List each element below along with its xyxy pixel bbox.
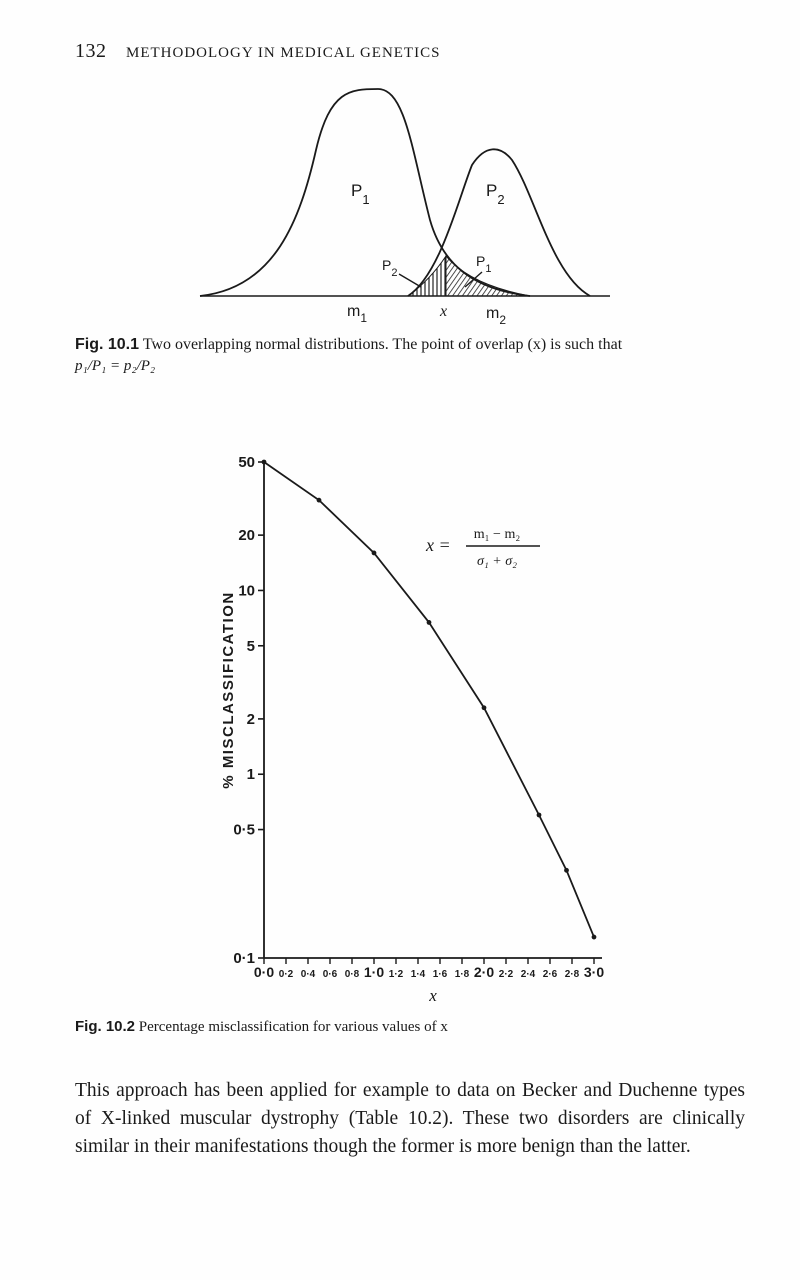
fig1-overlap-right-area <box>446 256 530 296</box>
data-point <box>317 498 322 503</box>
x-tick-label: 2·8 <box>564 969 580 980</box>
fig1-label-p1-small: $P_1$ <box>476 253 492 275</box>
y-tick-label: 50 <box>238 454 255 471</box>
y-tick-label: 5 <box>246 637 255 655</box>
chart-series <box>262 460 597 940</box>
x-tick-label: 0·8 <box>344 969 360 980</box>
y-tick-label: 0·5 <box>233 821 255 839</box>
x-tick-label: 0·6 <box>322 969 338 980</box>
y-tick-label: 1 <box>246 766 255 784</box>
figure-10-2 <box>220 454 604 1005</box>
chart-formula-annotation <box>425 527 540 569</box>
chart-y-axis-label: % MISCLASSIFICATION <box>220 591 237 789</box>
running-title: METHODOLOGY IN MEDICAL GENETICS <box>126 45 441 61</box>
data-point <box>482 705 487 710</box>
body-paragraph: This approach has been applied for example to data on Becker and Duchenne types of X-linked muscular dystrophy (Table 10.2). These two disorders are clinically similar in their manifestations though the former is more benign than the latter. <box>75 1080 745 1157</box>
data-point <box>262 460 267 465</box>
fig1-label-P1: $P_1$ <box>351 181 370 207</box>
chart-x-axis-label: x <box>429 986 437 1005</box>
fig1-label-m1: $m_1$ <box>347 303 368 325</box>
page-number: 132 <box>75 40 107 62</box>
y-tick-label: 2 <box>246 710 255 728</box>
chart-x-ticks <box>254 958 604 980</box>
formula-denominator: σ₁ + σ₂ <box>477 554 517 569</box>
fig1-label-x: x <box>440 303 448 320</box>
x-tick-label: 1·2 <box>388 969 404 980</box>
x-tick-label: 1·0 <box>363 964 385 980</box>
x-tick-label: 0·4 <box>300 969 316 980</box>
fig2-caption-label: Fig. 10.2 <box>75 1018 136 1035</box>
x-tick-label: 2·0 <box>473 964 495 980</box>
x-tick-label: 3·0 <box>583 964 605 980</box>
formula-lhs: x = <box>426 535 451 555</box>
x-tick-label: 0·2 <box>278 969 294 980</box>
data-point <box>564 868 569 873</box>
x-tick-label: 2·4 <box>520 969 536 980</box>
figure-10-2-caption <box>75 1017 448 1037</box>
data-point <box>537 813 542 818</box>
data-point <box>427 620 432 625</box>
x-tick-label: 0·0 <box>253 964 275 980</box>
formula-numerator: m₁ − m₂ <box>473 527 521 542</box>
x-tick-label: 2·6 <box>542 969 558 980</box>
figure-10-1 <box>200 89 610 327</box>
fig1-label-p2-small: $P_2$ <box>382 257 398 279</box>
fig2-caption-text: Percentage misclassification for various values of x <box>135 1019 448 1035</box>
fig1-pointer-p2 <box>399 274 421 287</box>
data-point <box>372 551 377 556</box>
data-point <box>592 935 597 940</box>
fig1-caption-text: Two overlapping normal distributions. The point of overlap (x) is such that <box>139 336 623 353</box>
fig1-label-m2: $m_2$ <box>486 305 507 327</box>
x-tick-label: 1·8 <box>454 969 470 980</box>
series-line <box>264 462 594 937</box>
x-tick-label: 1·4 <box>410 969 426 980</box>
x-tick-label: 2·2 <box>498 969 514 980</box>
chart-y-ticks <box>233 454 264 967</box>
y-tick-label: 20 <box>238 527 255 545</box>
fig1-caption-label: Fig. 10.1 <box>75 336 140 353</box>
y-tick-label: 0·1 <box>233 950 255 967</box>
figure-10-1-caption <box>75 335 715 376</box>
y-tick-label: 10 <box>238 582 255 600</box>
x-tick-label: 1·6 <box>432 969 448 980</box>
fig1-label-P2: $P_2$ <box>486 181 505 207</box>
fig1-caption-formula: p₁/P₁ = p₂/P₂ <box>75 358 156 374</box>
